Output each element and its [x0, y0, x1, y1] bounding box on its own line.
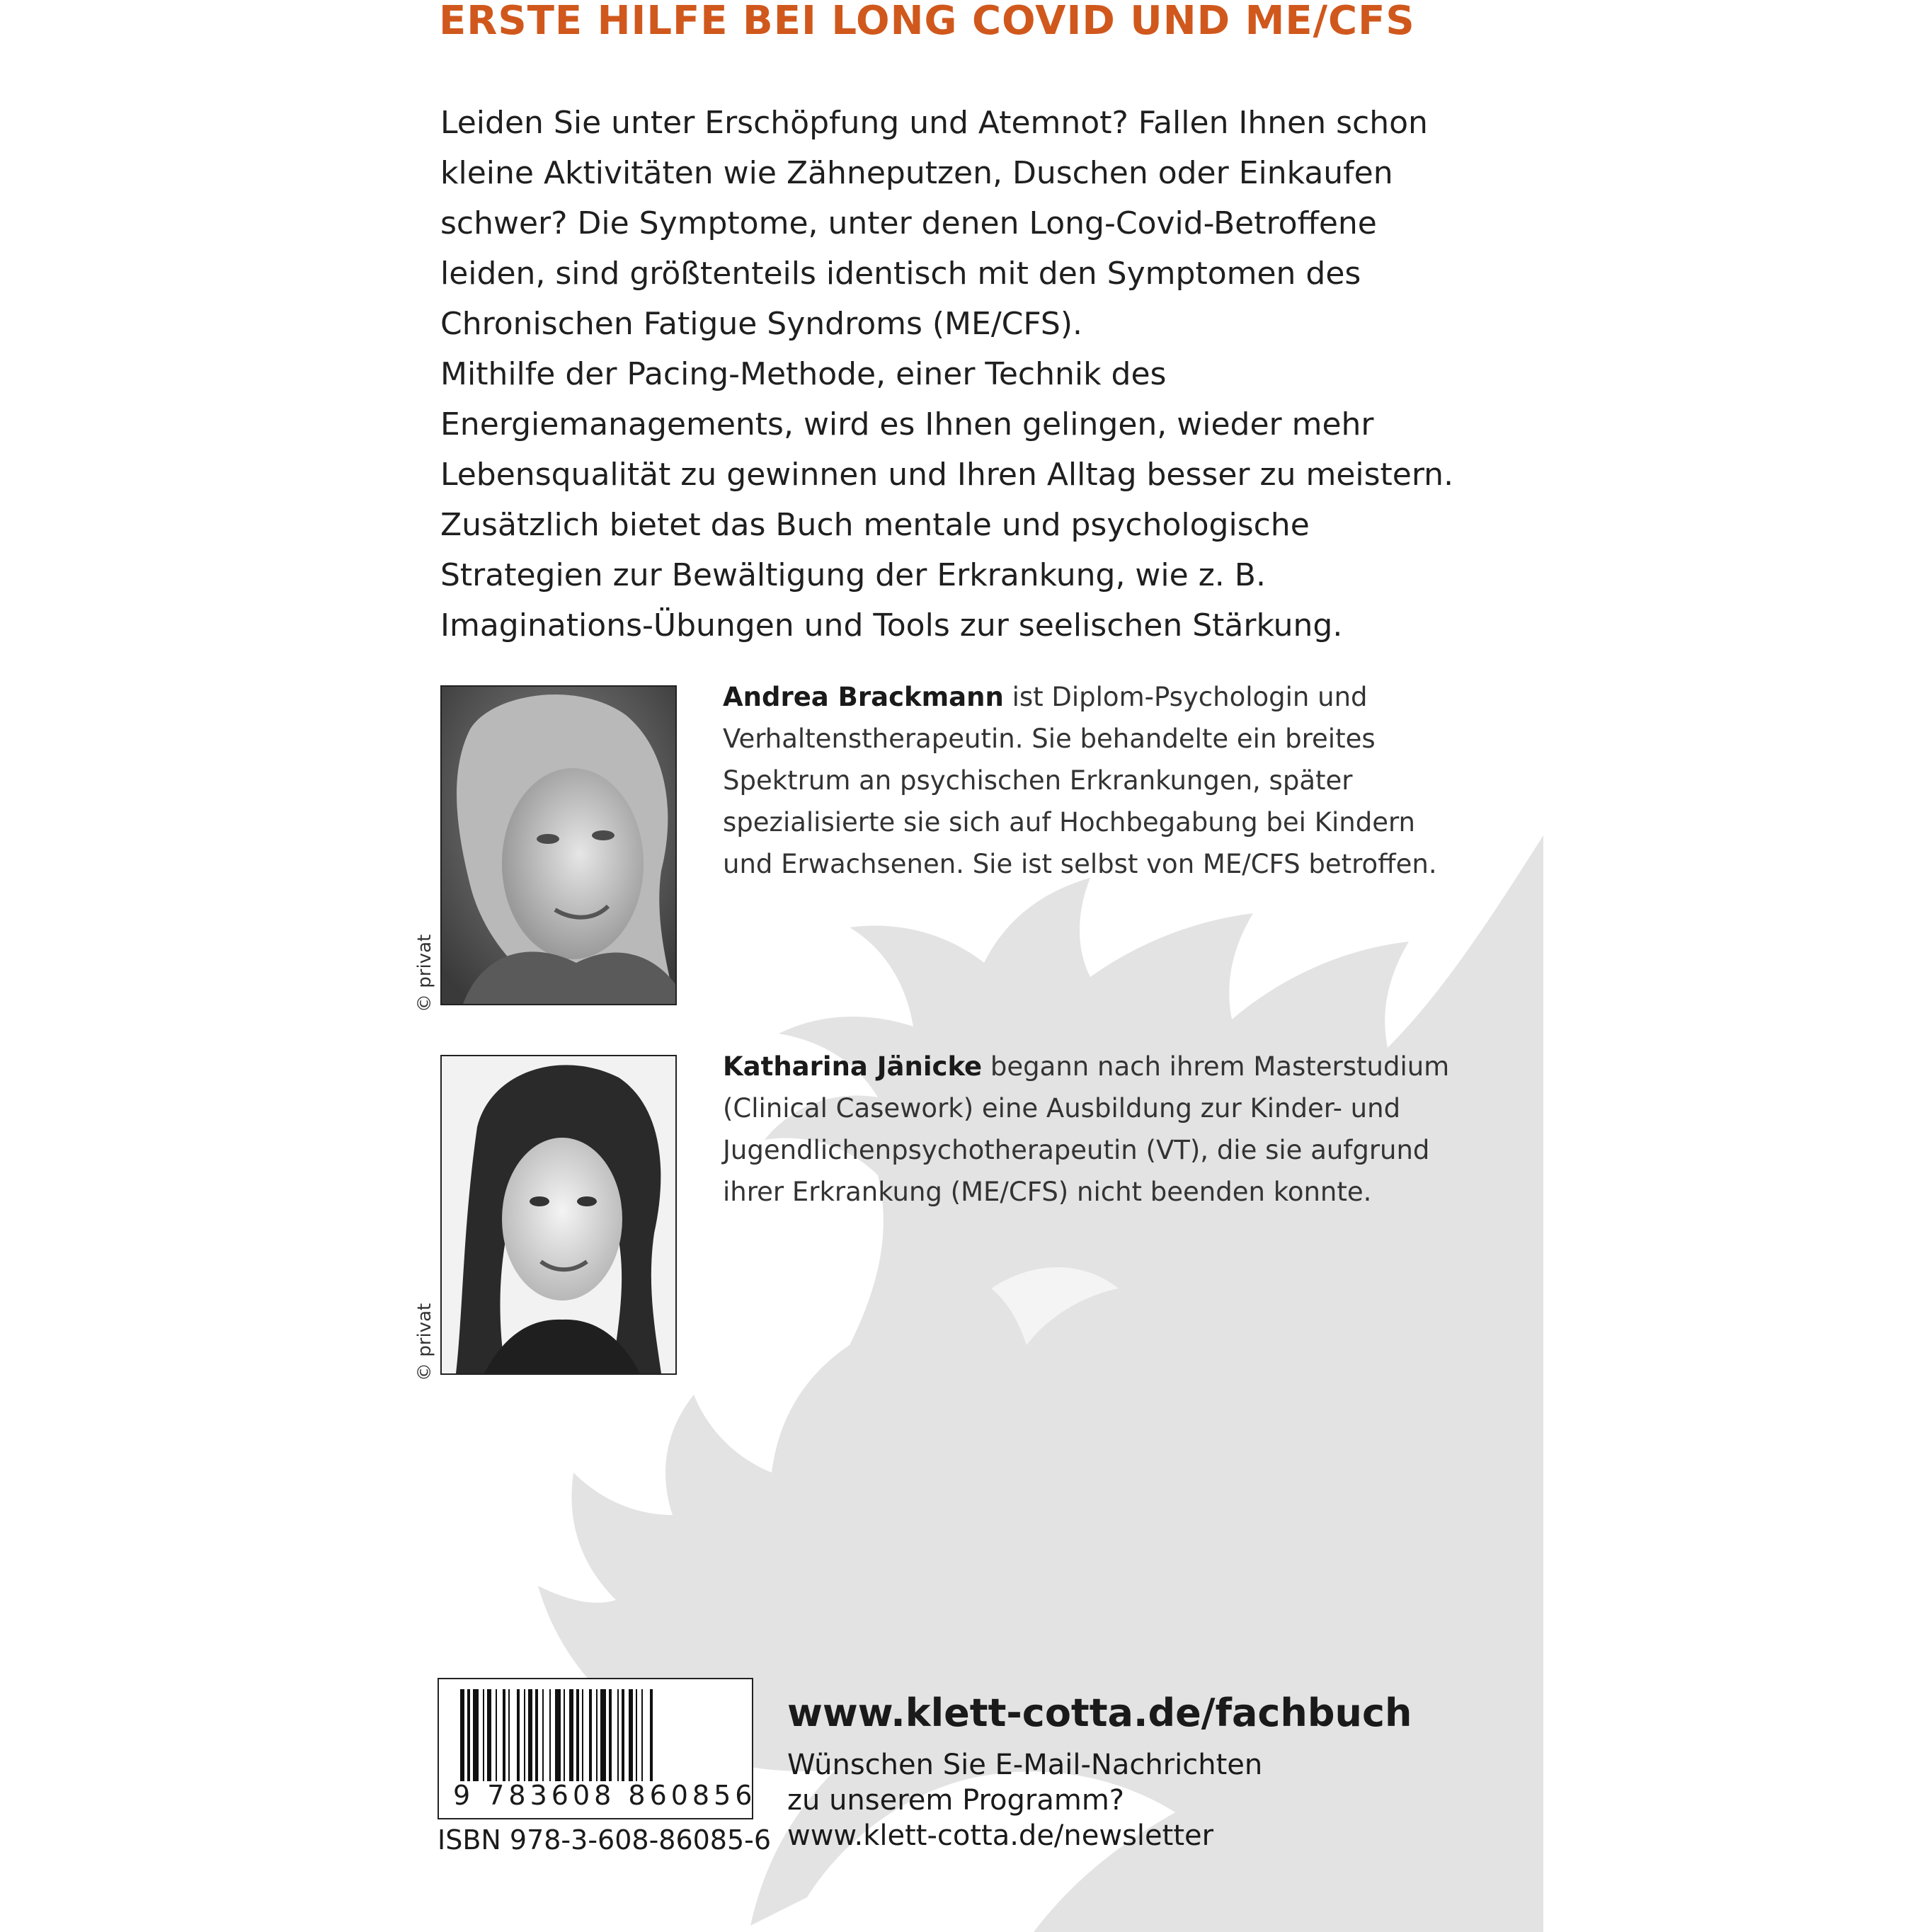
author-bio-text-1: ist Diplom-Psychologin und Verhaltenstherapeutin. Sie behandelte ein breites Spektrum an psychischen Erkrankungen, später spezialisierte sie sich auf Hochbegabung bei Kindern und Erwachsenen. Sie ist selbst von ME/CFS betroffen.	[723, 682, 1437, 879]
barcode-bar	[569, 1689, 573, 1781]
isbn-number: ISBN 978-3-608-86085-6	[438, 1824, 772, 1856]
barcode-bar	[508, 1689, 510, 1781]
barcode-bar	[582, 1689, 583, 1781]
barcode-bar	[589, 1689, 592, 1781]
barcode-bar	[617, 1689, 619, 1781]
blurb-paragraph-1: Leiden Sie unter Erschöpfung und Atemnot? Fallen Ihnen schon kleine Aktivitäten wie Zähneputzen, Duschen oder Einkaufen schwer? Die Symptome, unter denen Long-Covid-Betroffene leiden, sind größtenteils identisch mit den Symptomen des Chronischen Fatigue Syndroms (ME/CFS).	[440, 105, 1428, 342]
barcode-bar	[483, 1689, 484, 1781]
author-name-1: Andrea Brackmann	[723, 682, 1004, 712]
barcode-bar	[467, 1689, 470, 1781]
blurb-paragraph-2: Mithilfe der Pacing-Methode, einer Technik des Energiemanagements, wird es Ihnen gelingen, wieder mehr Lebensqualität zu gewinnen und Ihren Alltag besser zu meistern. Zusätzlich bietet das Buch mentale und psychologische Strategien zur Bewältigung der Erkrankung, wie z. B. Imaginations-Übungen und Tools zur seelischen Stärkung.	[440, 356, 1454, 644]
author-name-2: Katharina Jänicke	[723, 1051, 983, 1082]
barcode-bar	[549, 1689, 551, 1781]
barcode-bar	[473, 1689, 479, 1781]
barcode-bar	[524, 1689, 525, 1781]
author-photo-katharina-jaenicke	[440, 1055, 677, 1375]
barcode-bar	[555, 1689, 561, 1781]
publisher-url[interactable]: www.klett-cotta.de/fachbuch	[787, 1691, 1412, 1735]
blurb-text	[440, 98, 1467, 651]
barcode-bar	[609, 1689, 612, 1781]
barcode-bar	[600, 1689, 606, 1781]
barcode-bar	[576, 1689, 579, 1781]
author-bio-1	[723, 676, 1466, 885]
barcode-bar	[460, 1689, 464, 1781]
barcode-bar	[496, 1689, 497, 1781]
author-bio-text-2: begann nach ihrem Masterstudium (Clinical Casework) eine Ausbildung zur Kinder- und Jugendlichenpsychotherapeutin (VT), die sie aufgrund ihrer Erkrankung (ME/CFS) nicht beenden konnte.	[723, 1051, 1450, 1207]
barcode-bar	[528, 1689, 532, 1781]
barcode-bar	[629, 1689, 633, 1781]
barcode-bar	[517, 1689, 520, 1781]
author-photo-andrea-brackmann	[440, 685, 677, 1005]
barcode-bar	[641, 1689, 643, 1781]
photo-credit-2: © privat	[414, 1303, 435, 1381]
barcode-bar	[650, 1689, 653, 1781]
newsletter-info	[787, 1747, 1424, 1853]
newsletter-line-1: Wünschen Sie E-Mail-Nachrichten	[787, 1749, 1263, 1781]
barcode	[438, 1678, 757, 1819]
barcode-bar	[636, 1689, 637, 1781]
author-bio-2	[723, 1046, 1466, 1213]
barcode-bar	[487, 1689, 491, 1781]
barcode-bar	[622, 1689, 624, 1781]
barcode-bar	[503, 1689, 505, 1781]
barcode-bar	[542, 1689, 544, 1781]
newsletter-line-2: zu unserem Programm?	[787, 1784, 1125, 1817]
newsletter-url[interactable]: www.klett-cotta.de/newsletter	[787, 1819, 1214, 1852]
barcode-bar	[535, 1689, 538, 1781]
barcode-bar	[564, 1689, 565, 1781]
barcode-digits: 9 783608 860856	[453, 1780, 757, 1811]
photo-credit-1: © privat	[414, 934, 435, 1012]
book-tagline: ERSTE HILFE BEI LONG COVID UND ME/CFS	[439, 0, 1415, 44]
barcode-bars	[460, 1689, 736, 1781]
barcode-bar	[596, 1689, 598, 1781]
